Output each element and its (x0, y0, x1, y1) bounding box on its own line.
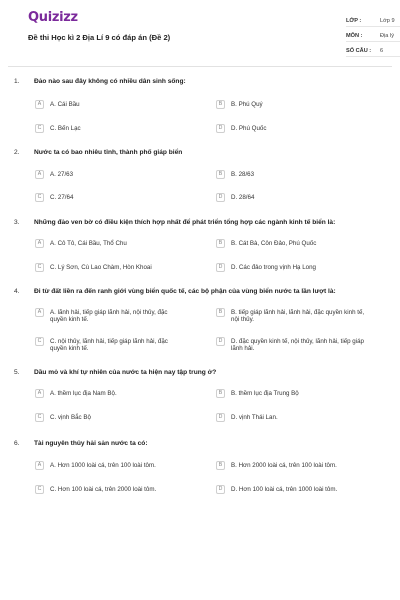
option-text: D. 28/64 (231, 193, 255, 201)
quizizz-logo: Quizizz (28, 10, 78, 25)
option-text: C. vịnh Bắc Bộ (50, 413, 91, 421)
option-text: B. thềm lục địa Trung Bộ (231, 389, 299, 397)
question-text: Đảo nào sau đây không có nhiều dân sinh sống: (34, 78, 186, 85)
question-number: 3. (14, 219, 20, 226)
option-text: B. Phú Quý (231, 100, 263, 108)
option-d[interactable] (216, 263, 366, 272)
option-letter: D (216, 337, 225, 346)
option-letter: A (35, 389, 44, 398)
option-c[interactable] (35, 413, 185, 422)
option-text: D. Hơn 100 loài cá, trên 1000 loài tôm. (231, 485, 338, 493)
meta-key: MÔN : (346, 33, 363, 39)
option-text: C. 27/64 (50, 193, 74, 201)
header-divider (8, 66, 392, 67)
meta-row-class (346, 12, 400, 27)
option-a[interactable] (35, 389, 185, 398)
option-text: C. Bến Lạc (50, 124, 81, 132)
option-letter: D (216, 193, 225, 202)
option-letter: A (35, 308, 44, 317)
meta-value: Địa lý (380, 33, 394, 39)
option-letter: C (35, 413, 44, 422)
option-text: A. thềm lục địa Nam Bộ. (50, 389, 117, 397)
question-text: Đi từ đất liền ra đến ranh giới vùng biển quốc tế, các bộ phận của vùng biển nước ta lần lượt là: (34, 288, 336, 295)
option-a[interactable] (35, 100, 185, 109)
option-letter: D (216, 413, 225, 422)
page-title: Đề thi Học kì 2 Địa Lí 9 có đáp án (Đề 2) (28, 33, 171, 42)
option-text: B. tiếp giáp lãnh hải, lãnh hải, đặc quyền kinh tế, nội thủy. (231, 308, 365, 324)
option-a[interactable] (35, 239, 185, 248)
option-text: C. Lý Sơn, Cù Lao Chàm, Hòn Khoai (50, 263, 152, 271)
option-letter: A (35, 170, 44, 179)
option-text: D. đặc quyền kinh tế, nội thủy, lãnh hải, tiếp giáp lãnh hải. (231, 337, 365, 353)
option-c[interactable] (35, 193, 185, 202)
meta-key: LỚP : (346, 18, 362, 24)
option-letter: B (216, 100, 225, 109)
option-text: D. Phú Quốc (231, 124, 267, 132)
option-a[interactable] (35, 461, 185, 470)
option-d[interactable] (216, 124, 366, 133)
option-b[interactable] (216, 100, 366, 109)
meta-value: 6 (380, 48, 384, 54)
option-c[interactable] (35, 485, 185, 494)
option-text: B. Cát Bà, Côn Đảo, Phú Quốc (231, 239, 317, 247)
option-c[interactable] (35, 337, 185, 353)
question-text: Dầu mỏ và khí tự nhiên của nước ta hiện nay tập trung ở? (34, 369, 217, 376)
option-letter: C (35, 124, 44, 133)
option-text: D. vịnh Thái Lan. (231, 413, 278, 421)
option-c[interactable] (35, 124, 185, 133)
option-letter: D (216, 485, 225, 494)
option-d[interactable] (216, 485, 366, 494)
question-text: Nước ta có bao nhiêu tỉnh, thành phố giáp biển (34, 149, 183, 156)
option-letter: C (35, 337, 44, 346)
meta-row-question-count (346, 42, 400, 57)
option-text: A. lãnh hải, tiếp giáp lãnh hải, nội thủy, đặc quyền kinh tế. (50, 308, 168, 324)
option-c[interactable] (35, 263, 185, 272)
option-letter: D (216, 124, 225, 133)
meta-table (346, 12, 400, 57)
question-number: 4. (14, 288, 20, 295)
option-b[interactable] (216, 461, 366, 470)
option-letter: D (216, 263, 225, 272)
question-number: 1. (14, 78, 20, 85)
option-a[interactable] (35, 170, 185, 179)
option-text: C. Hơn 100 loài cá, trên 2000 loài tôm. (50, 485, 157, 493)
option-text: D. Các đảo trong vịnh Hạ Long (231, 263, 316, 271)
option-b[interactable] (216, 389, 366, 398)
option-text: A. 27/63 (50, 170, 74, 178)
option-b[interactable] (216, 308, 366, 324)
meta-key: SỐ CÂU : (346, 48, 372, 54)
option-text: B. 28/63 (231, 170, 255, 178)
option-text: C. nội thủy, lãnh hải, tiếp giáp lãnh hải, đặc quyền kinh tế. (50, 337, 168, 353)
option-letter: A (35, 100, 44, 109)
option-letter: B (216, 308, 225, 317)
worksheet-header (14, 0, 395, 64)
option-d[interactable] (216, 337, 366, 353)
option-a[interactable] (35, 308, 185, 324)
option-letter: B (216, 461, 225, 470)
meta-row-subject (346, 27, 400, 42)
option-letter: C (35, 485, 44, 494)
option-d[interactable] (216, 193, 366, 202)
option-text: A. Hơn 1000 loài cá, trên 100 loài tôm. (50, 461, 156, 469)
question-number: 5. (14, 369, 20, 376)
option-letter: A (35, 461, 44, 470)
option-b[interactable] (216, 239, 366, 248)
question-text: Tài nguyên thủy hải sản nước ta có: (34, 440, 148, 447)
meta-value: Lớp 9 (380, 18, 395, 24)
option-text: B. Hơn 2000 loài cá, trên 100 loài tôm. (231, 461, 337, 469)
option-d[interactable] (216, 413, 366, 422)
option-letter: B (216, 239, 225, 248)
option-letter: A (35, 239, 44, 248)
option-text: A. Cô Tô, Cái Bầu, Thổ Chu (50, 239, 127, 247)
question-number: 2. (14, 149, 20, 156)
option-letter: B (216, 389, 225, 398)
option-letter: C (35, 263, 44, 272)
option-letter: B (216, 170, 225, 179)
option-text: A. Cái Bầu (50, 100, 80, 108)
option-b[interactable] (216, 170, 366, 179)
option-letter: C (35, 193, 44, 202)
question-text: Những đảo ven bờ có điều kiện thích hợp nhất để phát triển tổng hợp các ngành kinh tế biển là: (34, 219, 336, 226)
question-number: 6. (14, 440, 20, 447)
